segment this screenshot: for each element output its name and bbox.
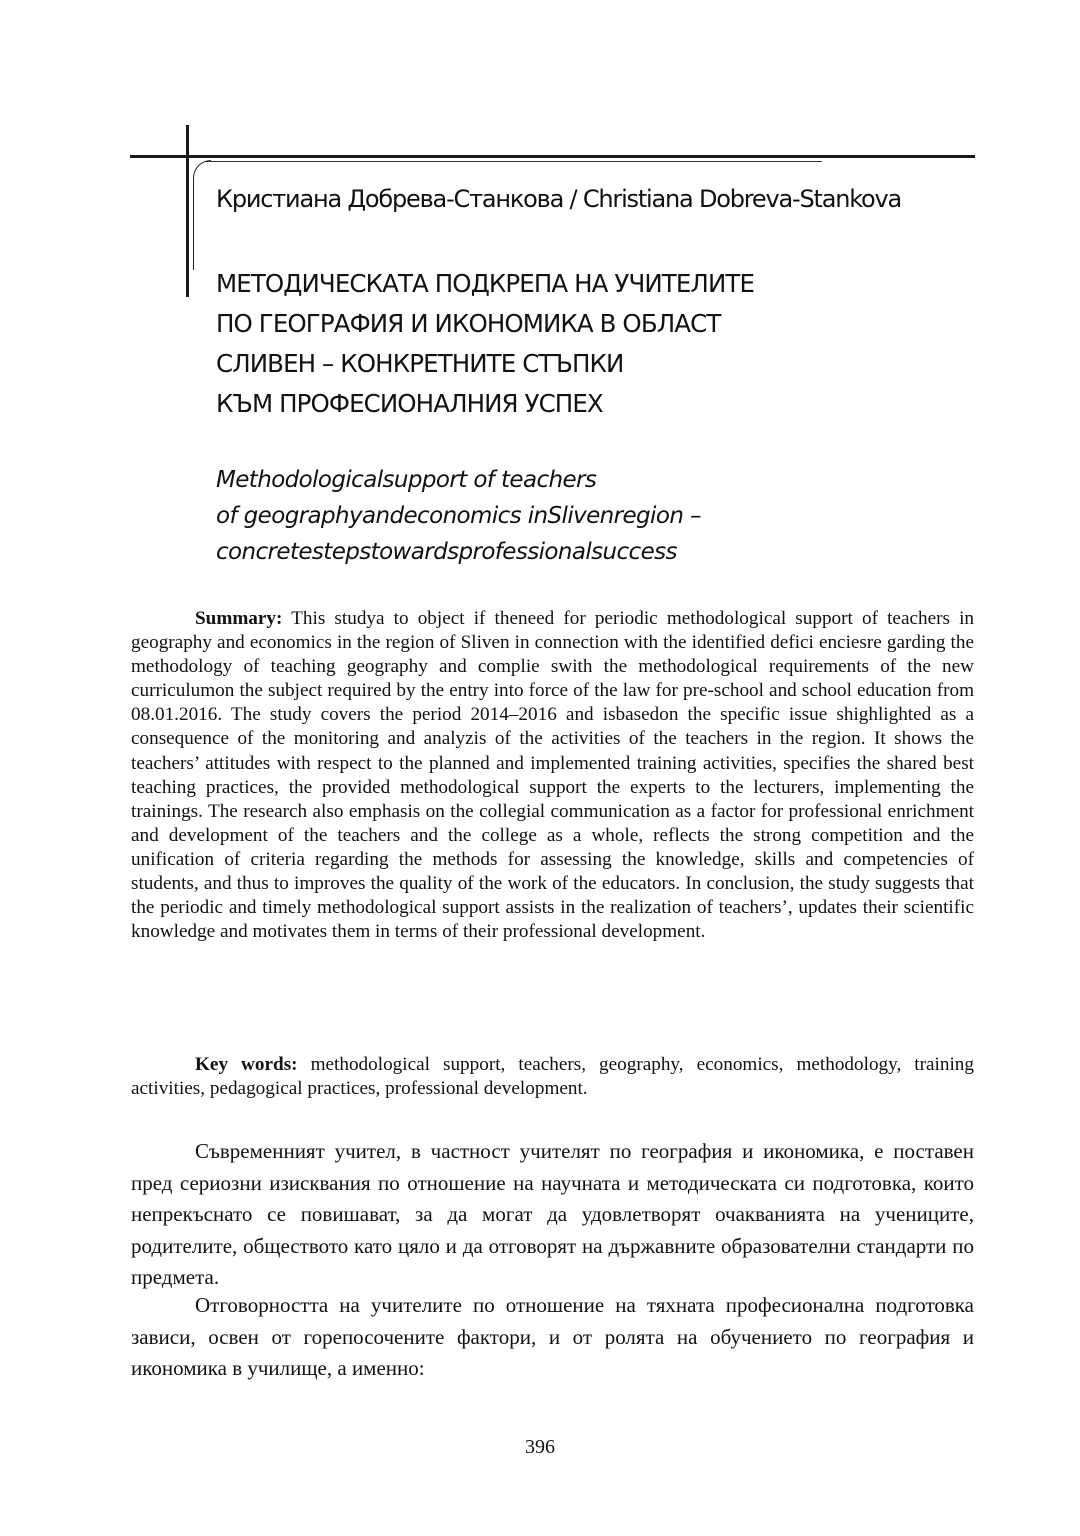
body-paragraph-2	[131, 1290, 974, 1385]
summary-label: Summary:	[195, 608, 283, 629]
keywords-label: Key words:	[195, 1054, 298, 1075]
title-en-line: Methodologicalsupport of teachers	[216, 467, 597, 493]
title-en-line: of geographyandeconomics inSlivenregion –	[216, 503, 701, 529]
summary-block	[131, 607, 974, 944]
paragraph-text: Съвременният учител, в частност учителят по география и икономика, е поставен пред сериозни изисквания по отношение на научната и методическата си подготовка, които непрекъснато се повишават, за да могат да удовлетворят очакванията на учениците, родителите, обществото като цяло и да отговорят на държавните образователни стандарти по предмета.	[131, 1139, 974, 1289]
title-bg-line: МЕТОДИЧЕСКАТА ПОДКРЕПА НА УЧИТЕЛИТЕ	[216, 269, 755, 298]
title-bg-line: СЛИВЕН – КОНКРЕТНИТЕ СТЪПКИ	[216, 349, 624, 378]
decorative-thin-rule	[205, 161, 822, 162]
title-bulgarian	[216, 264, 754, 424]
title-en-line: concretestepstowardsprofessionalsuccess	[216, 539, 677, 565]
title-english	[216, 462, 701, 570]
body-paragraph-1	[131, 1136, 974, 1294]
paragraph-text: Отговорността на учителите по отношение на тяхната професионална подготовка зависи, освен от горепосочените фактори, и от ролята на обучението по география и икономика в училище, а именно:	[131, 1293, 974, 1380]
decorative-horizontal-rule	[130, 155, 975, 158]
summary-text: This studya to object if theneed for periodic methodological support of teachers in geography and economics in the region of Sliven in connection with the identified defici enciesre garding the methodology of teaching geography and complie swith the methodological requirements of the new curriculumon the subject required by the entry into force of the law for pre-school and school education from 08.01.2016. The study covers the period 2014–2016 and isbasedon the specific issue shighlighted as a consequence of the monitoring and analyzis of the activities of the teachers in the region. It shows the teachers’ attitudes with respect to the planned and implemented training activities, specifies the shared best teaching practices, the provided methodological support the experts to the lecturers, implementing the trainings. The research also emphasis on the collegial communication as a factor for professional enrichment and development of the teachers and the college as a whole, reflects the strong competition and the unification of criteria regarding the methods for assessing the knowledge, skills and competencies of students, and thus to improves the quality of the work of the educators. In conclusion, the study suggests that the periodic and timely methodological support assists in the realization of teachers’, updates their scientific knowledge and motivates them in terms of their professional development.	[131, 608, 974, 943]
keywords-paragraph	[131, 1053, 974, 1101]
title-bg-line: ПО ГЕОГРАФИЯ И ИКОНОМИКА В ОБЛАСТ	[216, 309, 721, 338]
keywords-block	[131, 1053, 974, 1101]
keywords-text: methodological support, teachers, geography, economics, methodology, training activities, pedagogical practices, professional development.	[131, 1054, 974, 1100]
summary-paragraph	[131, 607, 974, 944]
page-number: 396	[525, 1436, 555, 1458]
decorative-vertical-rule	[186, 125, 189, 297]
author-line: Кристиана Добрева-Станкова / Christiana Dobreva-Stankova	[216, 185, 902, 213]
decorative-corner-curve	[193, 160, 211, 270]
title-bg-line: КЪМ ПРОФЕСИОНАЛНИЯ УСПЕХ	[216, 389, 603, 418]
